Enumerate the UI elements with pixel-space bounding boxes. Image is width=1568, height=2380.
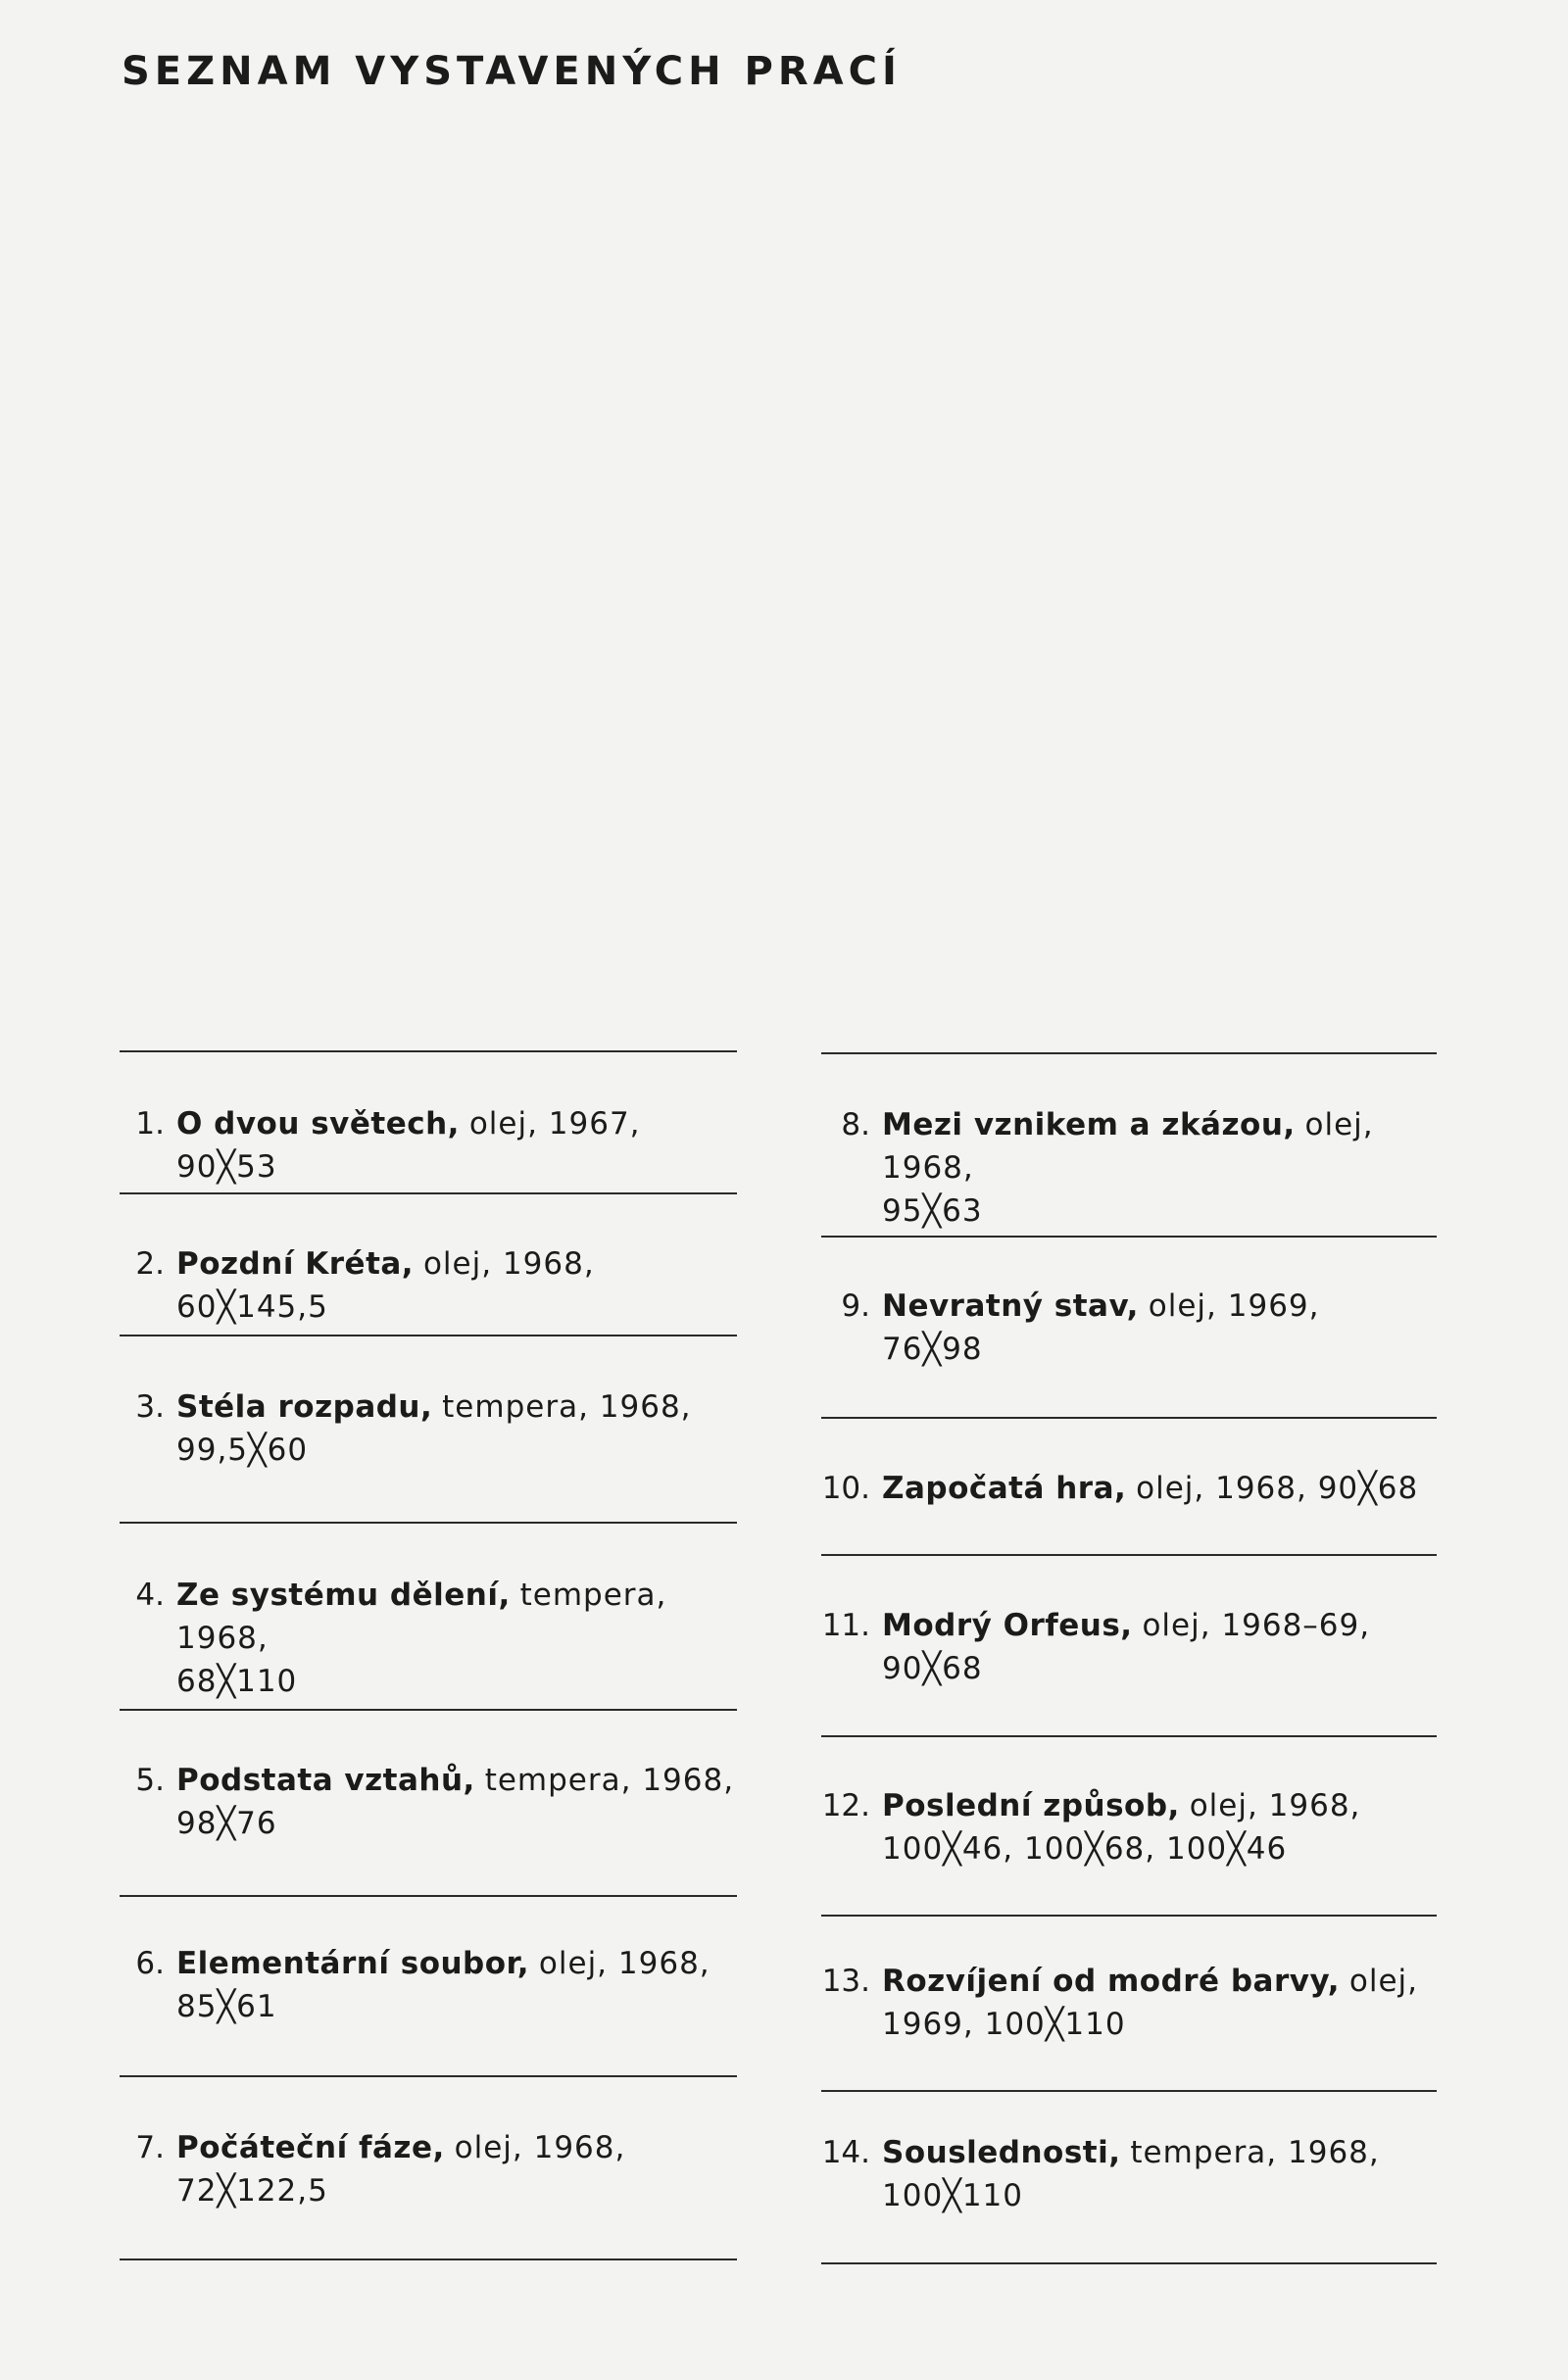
item-dimensions: 99,5╳60 [176, 1433, 309, 1468]
item-title: Rozvíjení od modré barvy, [882, 1964, 1341, 1999]
item-details: olej, [1348, 1964, 1419, 1999]
item-number: 4. [135, 1578, 165, 1613]
item-title: Modrý Orfeus, [882, 1608, 1133, 1643]
divider [120, 1709, 737, 1711]
item-details: olej, 1968–69, [1142, 1608, 1371, 1643]
divider [120, 1335, 737, 1336]
item-title: Počáteční fáze, [176, 2130, 445, 2165]
divider [821, 1236, 1437, 1238]
divider [120, 1895, 737, 1897]
divider [821, 2090, 1437, 2092]
item-dimensions: 100╳46, 100╳68, 100╳46 [882, 1831, 1288, 1867]
item-title: Podstata vztahů, [176, 1763, 475, 1798]
item-number: 12. [821, 1788, 870, 1823]
item-dimensions: 95╳63 [882, 1193, 983, 1229]
item-dimensions: 1969, 100╳110 [882, 2007, 1126, 2042]
list-item [821, 1103, 1437, 1233]
item-number: 5. [135, 1763, 165, 1798]
list-item [821, 1784, 1437, 1870]
item-title: Pozdní Kréta, [176, 1246, 415, 1282]
item-title: Elementární soubor, [176, 1946, 530, 1981]
item-details: olej, 1968, 60╳145,5 [176, 1246, 595, 1325]
divider [821, 1915, 1437, 1917]
item-details: olej, 1968, [538, 1946, 710, 1981]
item-details: olej, 1968, [882, 1107, 1374, 1186]
page-title: SEZNAM VYSTAVENÝCH PRACÍ [122, 49, 902, 94]
item-details: olej, 1968, [1189, 1788, 1361, 1823]
list-item [120, 1574, 737, 1703]
item-dimensions: 76╳98 [882, 1332, 983, 1367]
item-number: 7. [135, 2130, 165, 2165]
item-title: O dvou světech, [176, 1106, 460, 1141]
list-item [120, 1759, 737, 1845]
divider [821, 1554, 1437, 1556]
item-number: 10. [821, 1471, 870, 1506]
item-title: Stéla rozpadu, [176, 1389, 433, 1425]
item-details: tempera, 1968, [442, 1389, 692, 1425]
item-number: 9. [841, 1288, 870, 1324]
list-item [821, 2131, 1437, 2217]
item-number: 8. [841, 1107, 870, 1142]
list-item [120, 1385, 737, 1472]
item-number: 6. [135, 1946, 165, 1981]
item-number: 3. [135, 1389, 165, 1425]
item-title: Započatá hra, [882, 1471, 1127, 1506]
item-details: tempera, 1968, [1130, 2135, 1380, 2170]
item-dimensions: 68╳110 [176, 1664, 298, 1699]
item-number: 13. [821, 1964, 870, 1999]
list-item [821, 1960, 1437, 2046]
list-item [120, 1942, 737, 2028]
item-dimensions: 90╳68 [882, 1651, 983, 1686]
list-item [821, 1467, 1437, 1510]
divider [120, 1192, 737, 1194]
divider [821, 1052, 1437, 1054]
item-number: 14. [821, 2135, 870, 2170]
item-details: olej, 1967, 90╳53 [176, 1106, 641, 1185]
item-title: Souslednosti, [882, 2135, 1121, 2170]
list-item [120, 2126, 737, 2212]
item-details: olej, 1968, [454, 2130, 626, 2165]
item-details: tempera, 1968, [176, 1578, 667, 1656]
item-title: Ze systému dělení, [176, 1578, 511, 1613]
item-dimensions: 85╳61 [176, 1989, 277, 2024]
divider [120, 2075, 737, 2077]
item-number: 11. [821, 1608, 870, 1643]
item-number: 2. [135, 1246, 165, 1282]
divider [120, 1050, 737, 1052]
item-title: Mezi vznikem a zkázou, [882, 1107, 1296, 1142]
list-item [821, 1285, 1437, 1371]
list-item [120, 1242, 737, 1329]
item-dimensions: 100╳110 [882, 2178, 1024, 2213]
item-dimensions: 72╳122,5 [176, 2173, 328, 2209]
item-details: tempera, 1968, [484, 1763, 735, 1798]
divider [821, 1417, 1437, 1419]
item-title: Nevratný stav, [882, 1288, 1139, 1324]
divider [821, 2262, 1437, 2264]
item-details: olej, 1969, [1148, 1288, 1320, 1324]
divider [120, 1522, 737, 1524]
item-number: 1. [135, 1106, 165, 1141]
divider [120, 2259, 737, 2260]
list-item [821, 1604, 1437, 1690]
list-item [120, 1102, 737, 1189]
item-dimensions: 98╳76 [176, 1806, 277, 1841]
item-details: olej, 1968, 90╳68 [1136, 1471, 1419, 1506]
item-title: Poslední způsob, [882, 1788, 1180, 1823]
divider [821, 1735, 1437, 1737]
